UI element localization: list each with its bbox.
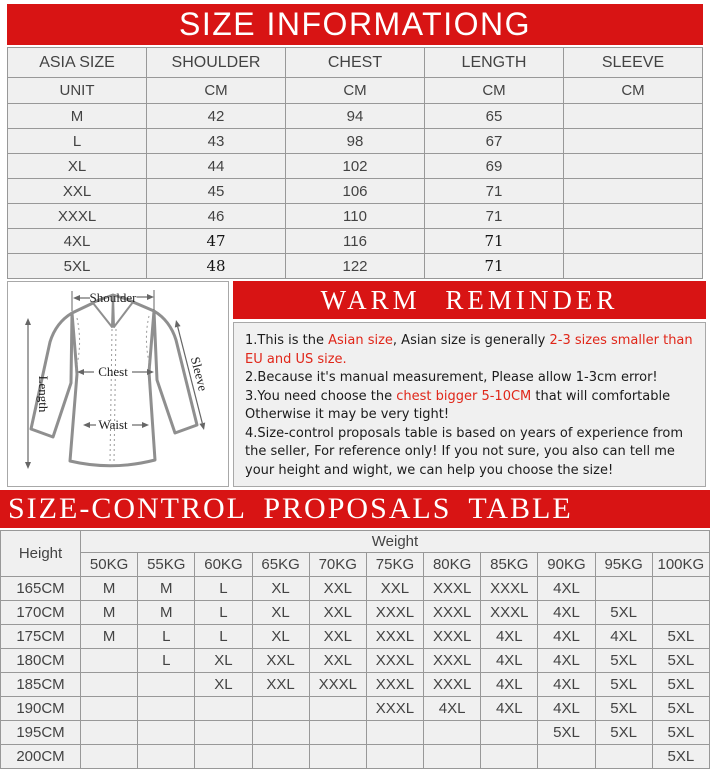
measure-cell: 48 [147,254,286,279]
reminder-text: 2.Because it's manual measurement, Please allow 1-3cm error! [245,370,658,386]
size-recommendation-cell [424,745,481,769]
measure-cell: 98 [286,129,425,154]
warm-reminder-notes [233,322,706,487]
size-label: M [8,104,147,129]
size-recommendation-cell [81,721,138,745]
middle-section [7,281,706,487]
size-recommendation-cell [652,601,709,625]
weight-column-header: 90KG [538,553,595,577]
reminder-note [245,425,699,481]
size-recommendation-cell: XXL [309,577,366,601]
measure-cell: 46 [147,204,286,229]
size-recommendation-cell: XL [195,673,252,697]
size-recommendation-cell: M [138,577,195,601]
size-recommendation-cell [195,721,252,745]
measure-cell: 71 [425,179,564,204]
size-recommendation-cell: XXXL [366,649,423,673]
size-recommendation-cell: 4XL [538,697,595,721]
size-label: XXL [8,179,147,204]
size-recommendation-cell: M [81,601,138,625]
size-recommendation-cell: 4XL [481,697,538,721]
size-recommendation-cell [481,745,538,769]
size-label: 5XL [8,254,147,279]
size-recommendation-cell: 5XL [652,745,709,769]
weight-column-header: 95KG [595,553,652,577]
size-recommendation-cell: XXL [252,673,309,697]
weight-column-header: 70KG [309,553,366,577]
column-header: SLEEVE [564,48,703,78]
size-recommendation-cell: 4XL [538,601,595,625]
size-recommendation-cell: 4XL [595,625,652,649]
table-row [1,577,710,601]
size-recommendation-cell: L [138,625,195,649]
measure-cell: 116 [286,229,425,254]
measure-cell: 94 [286,104,425,129]
table-row [1,721,710,745]
reminder-note [245,369,699,388]
size-recommendation-cell: XXL [366,577,423,601]
size-recommendation-cell [595,745,652,769]
size-recommendation-cell: 4XL [424,697,481,721]
size-recommendation-cell: 5XL [595,697,652,721]
measure-cell: 110 [286,204,425,229]
table-row [1,649,710,673]
size-recommendation-cell: XL [195,649,252,673]
size-recommendation-cell: XXL [309,625,366,649]
table-row [8,48,703,78]
height-label: 195CM [1,721,81,745]
reminder-note [245,388,699,425]
size-recommendation-cell [195,697,252,721]
measure-cell: 65 [425,104,564,129]
size-recommendation-cell: XXXL [424,601,481,625]
table-row [1,625,710,649]
table-row [8,154,703,179]
measure-cell: 69 [425,154,564,179]
weight-column-header: 55KG [138,553,195,577]
height-label: 170CM [1,601,81,625]
reminder-text: 1.This is the [245,333,329,348]
diagram-label-shoulder: Shoulder [89,290,137,305]
size-recommendation-cell: 5XL [595,649,652,673]
size-recommendation-cell [538,745,595,769]
size-recommendation-cell: XXXL [481,577,538,601]
table-row [1,745,710,769]
size-recommendation-cell [138,721,195,745]
reminder-text: , Asian size is generally [392,333,550,348]
unit-cell: CM [147,78,286,104]
shirt-measurement-illustration [8,282,228,486]
size-recommendation-cell [595,577,652,601]
size-recommendation-cell: XL [252,577,309,601]
table-row [1,531,710,553]
size-recommendation-cell: 5XL [652,625,709,649]
reminder-highlight-text: 2-3 sizes smaller than EU and US size. [245,333,693,367]
weight-column-header: 85KG [481,553,538,577]
size-recommendation-cell [366,745,423,769]
height-header: Height [1,531,81,577]
size-recommendation-cell: 5XL [595,601,652,625]
table-row [8,78,703,104]
measure-cell [564,204,703,229]
size-recommendation-cell [652,577,709,601]
size-recommendation-cell: XXXL [424,649,481,673]
size-recommendation-cell: XXXL [366,673,423,697]
reminder-note [245,332,699,369]
column-header: CHEST [286,48,425,78]
reminder-text: 4.Size-control proposals table is based on years of experience from the seller, For reference only! If you not sure, you also can tell me your height and wight, we can help you choose the size! [245,425,683,479]
size-label: XL [8,154,147,179]
measure-cell: 47 [147,229,286,254]
size-recommendation-cell: L [195,601,252,625]
reminder-highlight-text: chest bigger 5-10CM [396,388,532,404]
size-recommendation-cell [309,745,366,769]
size-recommendation-cell: XXXL [424,625,481,649]
size-recommendation-cell: 4XL [538,577,595,601]
size-recommendation-cell: XXXL [309,673,366,697]
size-recommendation-cell [366,721,423,745]
measure-cell [564,154,703,179]
weight-column-header: 50KG [81,553,138,577]
measure-cell: 67 [425,129,564,154]
height-label: 190CM [1,697,81,721]
size-recommendation-cell: L [138,649,195,673]
size-recommendation-cell: XXXL [366,697,423,721]
size-control-section [0,490,710,769]
size-recommendation-cell [138,697,195,721]
size-recommendation-cell [138,745,195,769]
measure-cell [564,229,703,254]
diagram-label-sleeve: Sleeve [187,355,211,393]
reminder-highlight-text: Asian size [328,333,393,348]
size-recommendation-cell: L [195,625,252,649]
diagram-label-length: Length [36,375,51,413]
measure-cell: 71 [425,229,564,254]
size-recommendation-cell [195,745,252,769]
table-row [8,179,703,204]
reminder-text: that will comfortable Otherwise it may be very tight! [245,388,671,423]
column-header: SHOULDER [147,48,286,78]
size-recommendation-cell: 5XL [595,673,652,697]
diagram-label-waist: Waist [98,417,128,432]
table-row [8,129,703,154]
size-recommendation-cell: 4XL [538,673,595,697]
size-label: XXXL [8,204,147,229]
diagram-label-chest: Chest [98,364,128,379]
size-recommendation-cell: 5XL [652,697,709,721]
unit-cell: CM [286,78,425,104]
size-control-table [0,530,710,769]
measure-cell: 45 [147,179,286,204]
height-label: 185CM [1,673,81,697]
weight-column-header: 80KG [424,553,481,577]
size-recommendation-cell: XXXL [366,625,423,649]
weight-column-header: 65KG [252,553,309,577]
weight-column-header: 100KG [652,553,709,577]
table-row [8,254,703,279]
column-header: LENGTH [425,48,564,78]
size-recommendation-cell: M [81,625,138,649]
measure-cell [564,104,703,129]
measure-cell [564,179,703,204]
warm-reminder-title: WARM REMINDER [233,281,706,319]
size-recommendation-cell: 5XL [652,649,709,673]
size-recommendation-cell [81,673,138,697]
size-recommendation-cell [81,649,138,673]
table-row [1,673,710,697]
size-recommendation-cell: XXL [309,649,366,673]
size-recommendation-cell: XXXL [366,601,423,625]
size-recommendation-cell: 4XL [481,673,538,697]
size-recommendation-cell: L [195,577,252,601]
unit-cell: CM [425,78,564,104]
size-recommendation-cell: XL [252,601,309,625]
measure-cell: 71 [425,254,564,279]
size-table [7,47,703,279]
size-recommendation-cell [252,721,309,745]
size-recommendation-cell: 4XL [538,625,595,649]
measure-cell: 43 [147,129,286,154]
size-label: 4XL [8,229,147,254]
page-title: SIZE INFORMATIONG [7,4,703,45]
shirt-diagram-panel [7,281,229,487]
measure-cell [564,254,703,279]
size-recommendation-cell: 4XL [481,649,538,673]
height-label: 175CM [1,625,81,649]
column-header: ASIA SIZE [8,48,147,78]
height-label: 200CM [1,745,81,769]
size-recommendation-cell: XXXL [424,577,481,601]
measure-cell: 122 [286,254,425,279]
measure-cell: 106 [286,179,425,204]
size-recommendation-cell: 4XL [538,649,595,673]
weight-column-header: 60KG [195,553,252,577]
unit-cell: CM [564,78,703,104]
size-recommendation-cell [138,673,195,697]
measure-cell: 44 [147,154,286,179]
measure-cell: 71 [425,204,564,229]
size-recommendation-cell [252,745,309,769]
proposals-title: SIZE-CONTROL PROPOSALS TABLE [0,490,710,528]
size-recommendation-cell: XXL [309,601,366,625]
size-recommendation-cell: XXL [252,649,309,673]
size-recommendation-cell [481,721,538,745]
reminder-text: 3.You need choose the [245,388,397,404]
size-recommendation-cell [81,697,138,721]
size-recommendation-cell: M [81,577,138,601]
weight-column-header: 75KG [366,553,423,577]
size-recommendation-cell: XL [252,625,309,649]
table-row [1,601,710,625]
size-recommendation-cell: M [138,601,195,625]
size-recommendation-cell: 5XL [652,673,709,697]
size-recommendation-cell: 5XL [538,721,595,745]
table-row [8,229,703,254]
size-recommendation-cell [81,745,138,769]
warm-reminder-section [233,281,706,487]
table-row [1,553,710,577]
weight-header: Weight [81,531,710,553]
table-row [8,204,703,229]
size-recommendation-cell [309,721,366,745]
size-recommendation-cell: XXXL [481,601,538,625]
height-label: 165CM [1,577,81,601]
size-recommendation-cell: 4XL [481,625,538,649]
height-label: 180CM [1,649,81,673]
size-label: L [8,129,147,154]
table-row [1,697,710,721]
unit-cell: UNIT [8,78,147,104]
size-recommendation-cell [252,697,309,721]
size-recommendation-cell: 5XL [652,721,709,745]
size-recommendation-cell: 5XL [595,721,652,745]
measure-cell: 42 [147,104,286,129]
size-recommendation-cell: XXXL [424,673,481,697]
measure-cell [564,129,703,154]
size-information-section [7,4,703,279]
table-row [8,104,703,129]
size-recommendation-cell [309,697,366,721]
size-recommendation-cell [424,721,481,745]
measure-cell: 102 [286,154,425,179]
